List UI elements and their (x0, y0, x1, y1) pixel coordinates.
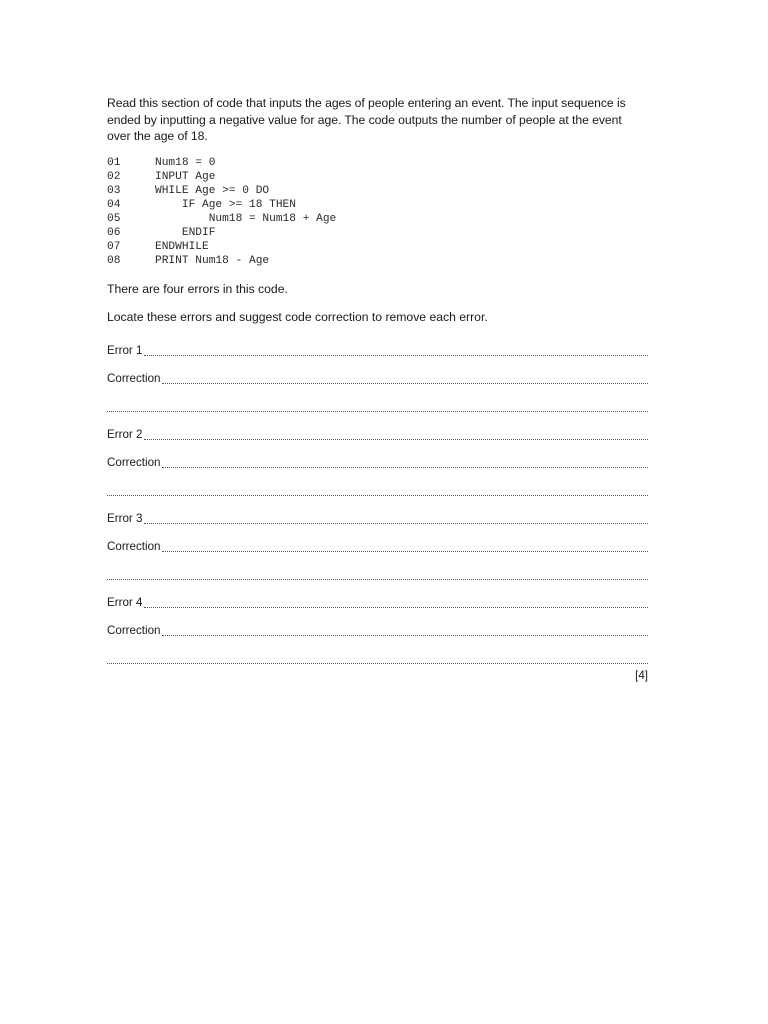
error-3-answer-line[interactable] (107, 505, 648, 533)
code-line (107, 212, 648, 226)
code-line (107, 184, 648, 198)
marks-allocation: [4] (635, 668, 648, 682)
correction-2-answer-line[interactable] (107, 449, 648, 477)
dotted-answer-line (162, 382, 648, 384)
correction-label: Correction (107, 539, 161, 553)
dotted-answer-line (144, 606, 648, 608)
dotted-answer-line (162, 550, 648, 552)
code-line (107, 254, 648, 268)
question-intro: Read this section of code that inputs the ages of people entering an event. The input sequence is ended by inputting a negative value for age. The code outputs the number of people at the event over the age of 18. (107, 96, 626, 143)
code-text: Num18 = 0 (155, 156, 216, 169)
correction-1-answer-line[interactable] (107, 365, 648, 393)
dotted-answer-line (162, 466, 648, 468)
line-number: 04 (107, 198, 121, 211)
line-number: 03 (107, 184, 121, 197)
dotted-answer-line (144, 438, 648, 440)
code-listing (107, 156, 648, 268)
correction-3-continuation-line[interactable] (107, 561, 648, 589)
dotted-answer-line (107, 662, 648, 664)
code-line (107, 240, 648, 254)
correction-label: Correction (107, 371, 161, 385)
dotted-answer-line (107, 578, 648, 580)
dotted-answer-line (107, 410, 648, 412)
correction-label: Correction (107, 455, 161, 469)
error-label: Error 1 (107, 343, 143, 357)
dotted-answer-line (107, 494, 648, 496)
errors-statement: There are four errors in this code. (107, 281, 288, 296)
code-line (107, 170, 648, 184)
answer-area (107, 337, 648, 673)
code-line (107, 198, 648, 212)
instruction-text: Locate these errors and suggest code correction to remove each error. (107, 309, 488, 324)
line-number: 01 (107, 156, 121, 169)
dotted-answer-line (162, 634, 648, 636)
exam-question (107, 95, 648, 682)
code-line (107, 156, 648, 170)
code-line (107, 226, 648, 240)
line-number: 08 (107, 254, 121, 267)
correction-4-answer-line[interactable] (107, 617, 648, 645)
error-label: Error 4 (107, 595, 143, 609)
error-label: Error 2 (107, 427, 143, 441)
code-text: WHILE Age >= 0 DO (155, 184, 270, 197)
line-number: 07 (107, 240, 121, 253)
code-text: Num18 = Num18 + Age (155, 212, 337, 225)
correction-2-continuation-line[interactable] (107, 477, 648, 505)
error-2-answer-line[interactable] (107, 421, 648, 449)
dotted-answer-line (144, 354, 648, 356)
error-1-answer-line[interactable] (107, 337, 648, 365)
code-text: IF Age >= 18 THEN (155, 198, 296, 211)
error-4-answer-line[interactable] (107, 589, 648, 617)
code-text: INPUT Age (155, 170, 216, 183)
line-number: 06 (107, 226, 121, 239)
code-text: PRINT Num18 - Age (155, 254, 270, 267)
correction-label: Correction (107, 623, 161, 637)
error-label: Error 3 (107, 511, 143, 525)
line-number: 05 (107, 212, 121, 225)
line-number: 02 (107, 170, 121, 183)
correction-1-continuation-line[interactable] (107, 393, 648, 421)
code-text: ENDWHILE (155, 240, 209, 253)
code-text: ENDIF (155, 226, 216, 239)
correction-3-answer-line[interactable] (107, 533, 648, 561)
dotted-answer-line (144, 522, 648, 524)
